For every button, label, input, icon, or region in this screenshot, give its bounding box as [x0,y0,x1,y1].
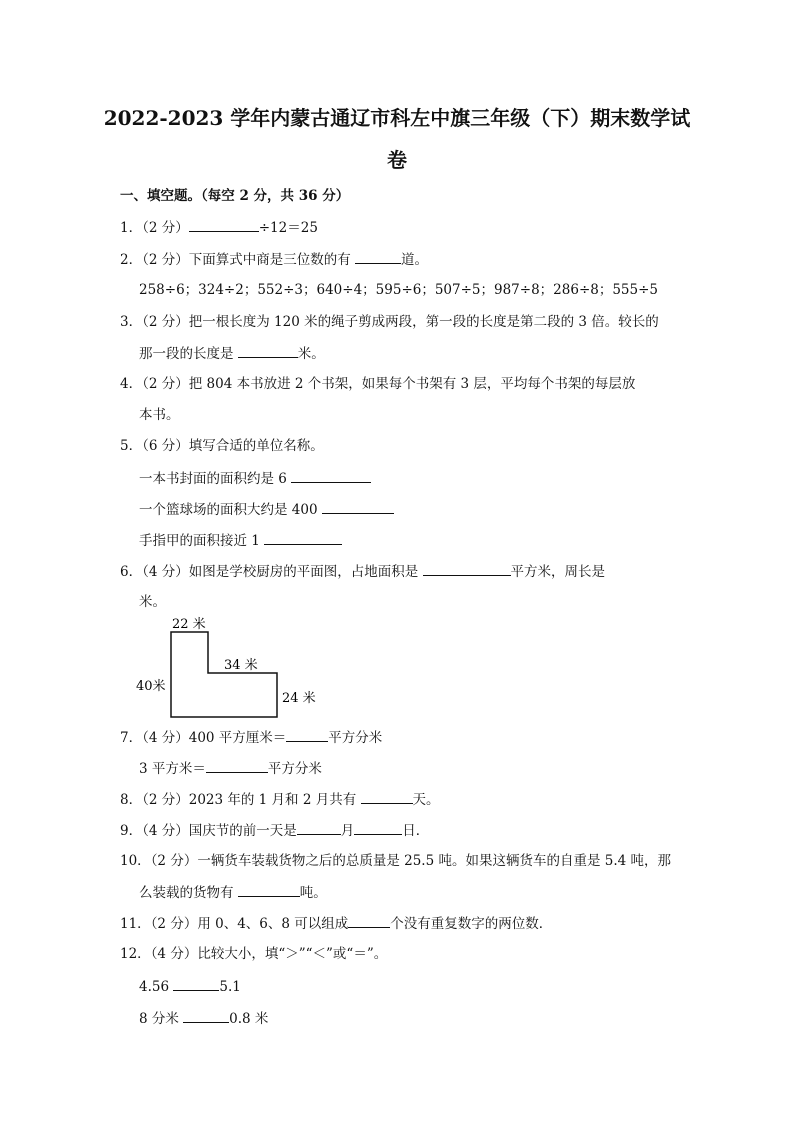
question-text: 400 平方厘米＝ [188,730,287,746]
answer-blank[interactable] [322,500,394,514]
question-6 [120,562,605,581]
question-6-cont: 米。 [139,594,166,610]
answer-blank[interactable] [423,562,511,576]
question-text: 2023 年的 1 月和 2 月共有 [188,792,361,808]
answer-blank[interactable] [238,883,300,897]
question-4-cont: 本书。 [139,407,180,423]
question-score: （4 分） [142,823,189,839]
section-header: 一、填空题。（每空 2 分，共 36 分） [120,188,350,204]
question-text: 如图是学校厨房的平面图，占地面积是 [188,564,423,580]
question-score: （2 分） [150,853,198,869]
question-text: 那一段的长度是 [139,346,238,362]
question-score: （4 分） [150,946,198,962]
answer-blank[interactable] [183,1009,229,1023]
question-text-after: 0.8 米 [229,1011,269,1027]
question-score: （6 分） [142,438,189,454]
question-12 [120,945,387,963]
question-7-b [139,759,322,778]
question-text: 比较大小，填“＞”“＜”或“＝”。 [197,946,388,962]
question-12-b [139,1009,268,1028]
floor-plan-outline [171,632,277,717]
question-text: 月 [340,823,355,839]
question-5 [120,437,324,455]
question-number: 4． [120,376,143,392]
question-10-cont [139,883,327,902]
question-10 [120,852,671,870]
answer-blank[interactable] [206,759,268,773]
question-text: 国庆节的前一天是 [188,823,297,839]
question-number: 10． [120,853,151,869]
question-number: 11． [120,916,151,932]
question-8 [120,790,440,809]
question-2 [120,250,428,269]
question-text: 把 804 本书放进 2 个书架，如果每个书架有 3 层，平均每个书架的每层放 [188,376,636,392]
question-text: 8 分米 [139,1011,184,1027]
question-text-after: 个没有重复数字的两位数． [390,916,553,932]
document-title-line2: 卷 [387,148,407,172]
answer-blank[interactable] [361,790,413,804]
question-2-expressions: 258÷6；324÷2；552÷3；640÷4；595÷6；507÷5；987÷8；286÷8；555÷5 [139,282,659,298]
question-score: （2 分） [150,916,198,932]
question-score: （2 分） [142,376,189,392]
question-text-after: 道。 [401,252,429,268]
question-text: 么装载的货物有 [139,885,238,901]
question-number: 12． [120,946,151,962]
answer-blank[interactable] [238,344,298,358]
question-text-after: 米。 [297,346,325,362]
answer-blank[interactable] [173,977,219,991]
document-title-line1: 2022-2023 学年内蒙古通辽市科左中旗三年级（下）期末数学试 [103,106,691,130]
question-number: 2． [120,252,143,268]
question-5-c [139,531,342,550]
question-3-cont [139,344,325,363]
question-1 [120,218,318,237]
answer-blank[interactable] [354,821,402,835]
question-text-after: 5.1 [219,979,241,995]
question-7 [120,728,382,747]
answer-blank[interactable] [291,469,371,483]
question-5-a [139,469,371,488]
question-score: （2 分） [142,220,189,236]
question-text: 下面算式中商是三位数的有 [188,252,356,268]
question-score: （4 分） [142,730,189,746]
question-text: 4.56 [139,979,174,995]
question-number: 9． [120,823,143,839]
question-number: 5． [120,438,143,454]
question-number: 6． [120,564,143,580]
question-text: 一本书封面的面积约是 6 [139,471,292,487]
question-3 [120,313,659,331]
answer-blank[interactable] [355,250,401,264]
answer-blank[interactable] [286,728,328,742]
question-text: 一个篮球场的面积大约是 400 [139,502,322,518]
question-4 [120,375,635,393]
question-score: （2 分） [142,792,189,808]
kitchen-floor-plan [134,612,324,724]
label-24m: 24 米 [282,691,316,706]
answer-blank[interactable] [264,531,342,545]
question-text: ÷12＝25 [258,220,318,236]
question-text-after: 天。 [412,792,440,808]
question-number: 1． [120,220,143,236]
answer-blank[interactable] [189,218,259,232]
question-text-after: 日． [402,823,430,839]
question-5-b [139,500,394,519]
question-text-after: 平方分米 [267,761,322,777]
question-text: 3 平方米＝ [139,761,206,777]
label-34m: 34 米 [224,658,258,673]
question-11 [120,914,552,933]
question-number: 3． [120,314,143,330]
question-text: 一辆货车装载货物之后的总质量是 25.5 吨。如果这辆货车的自重是 5.4 吨，那 [197,853,672,869]
question-text: 把一根长度为 120 米的绳子剪成两段，第一段的长度是第二段的 3 倍。较长的 [188,314,659,330]
question-score: （2 分） [142,252,189,268]
question-number: 7． [120,730,143,746]
question-12-a [139,977,241,996]
label-40m: 40米 [136,679,166,694]
question-score: （4 分） [142,564,189,580]
answer-blank[interactable] [348,914,390,928]
question-text: 手指甲的面积接近 1 [139,533,265,549]
label-22m: 22 米 [172,617,206,632]
question-text-after: 平方米，周长是 [510,564,606,580]
question-text-after: 吨。 [299,885,327,901]
question-text-after: 平方分米 [328,730,383,746]
question-text: 用 0、4、6、8 可以组成 [197,916,349,932]
question-number: 8． [120,792,143,808]
question-9 [120,821,429,840]
answer-blank[interactable] [297,821,341,835]
question-score: （2 分） [142,314,189,330]
question-text: 填写合适的单位名称。 [188,438,324,454]
